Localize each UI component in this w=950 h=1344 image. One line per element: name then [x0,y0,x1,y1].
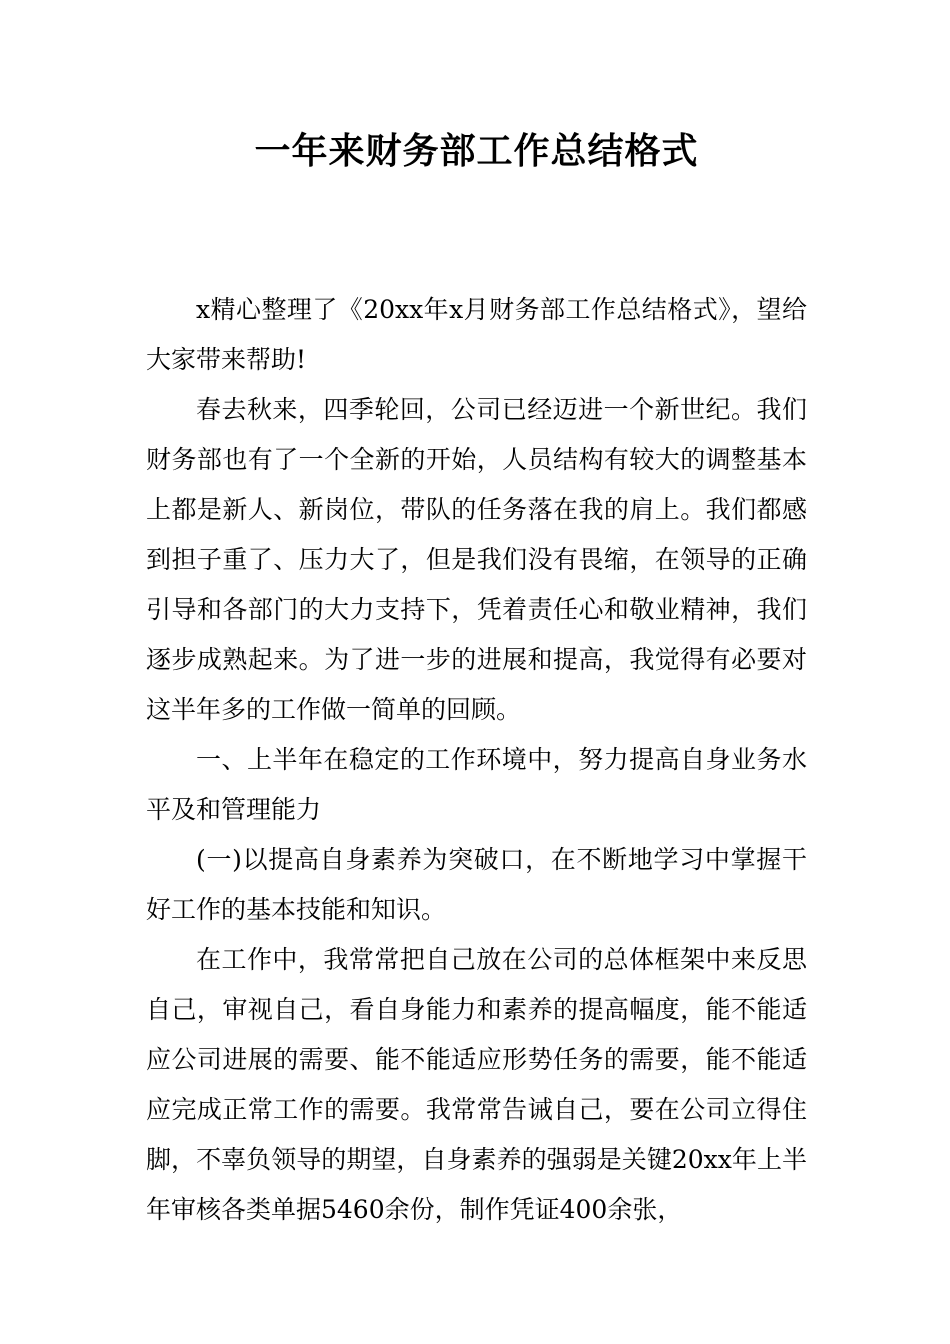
subsection-heading-1: (一)以提高自身素养为突破口，在不断地学习中掌握干好工作的基本技能和知识。 [146,845,807,924]
paragraph-work-detail: 在工作中，我常常把自己放在公司的总体框架中来反思自己，审视自己，看自身能力和素养的提高幅度，能不能适应公司进展的需要、能不能适应形势任务的需要，能不能适应完成正常工作的需要。我常常告诫自己，要在公司立得住脚，不辜负领导的期望，自身素养的强弱是关键20xx年上半年审核各类单据5460余份，制作凭证400余张， [146,945,807,1224]
document-body [146,285,807,1235]
document-title: 一年来财务部工作总结格式 [254,131,699,172]
paragraph-overview: 春去秋来，四季轮回，公司已经迈进一个新世纪。我们财务部也有了一个全新的开始，人员结构有较大的调整基本上都是新人、新岗位，带队的任务落在我的肩上。我们都感到担子重了、压力大了，但是我们没有畏缩，在领导的正确引导和各部门的大力支持下，凭着责任心和敬业精神，我们逐步成熟起来。为了进一步的进展和提高，我觉得有必要对这半年多的工作做一简单的回顾。 [146,395,807,724]
section-heading-1: 一、上半年在稳定的工作环境中，努力提高自身业务水平及和管理能力 [146,745,807,824]
paragraph-intro: x精心整理了《20xx年x月财务部工作总结格式》，望给大家带来帮助! [146,295,807,374]
